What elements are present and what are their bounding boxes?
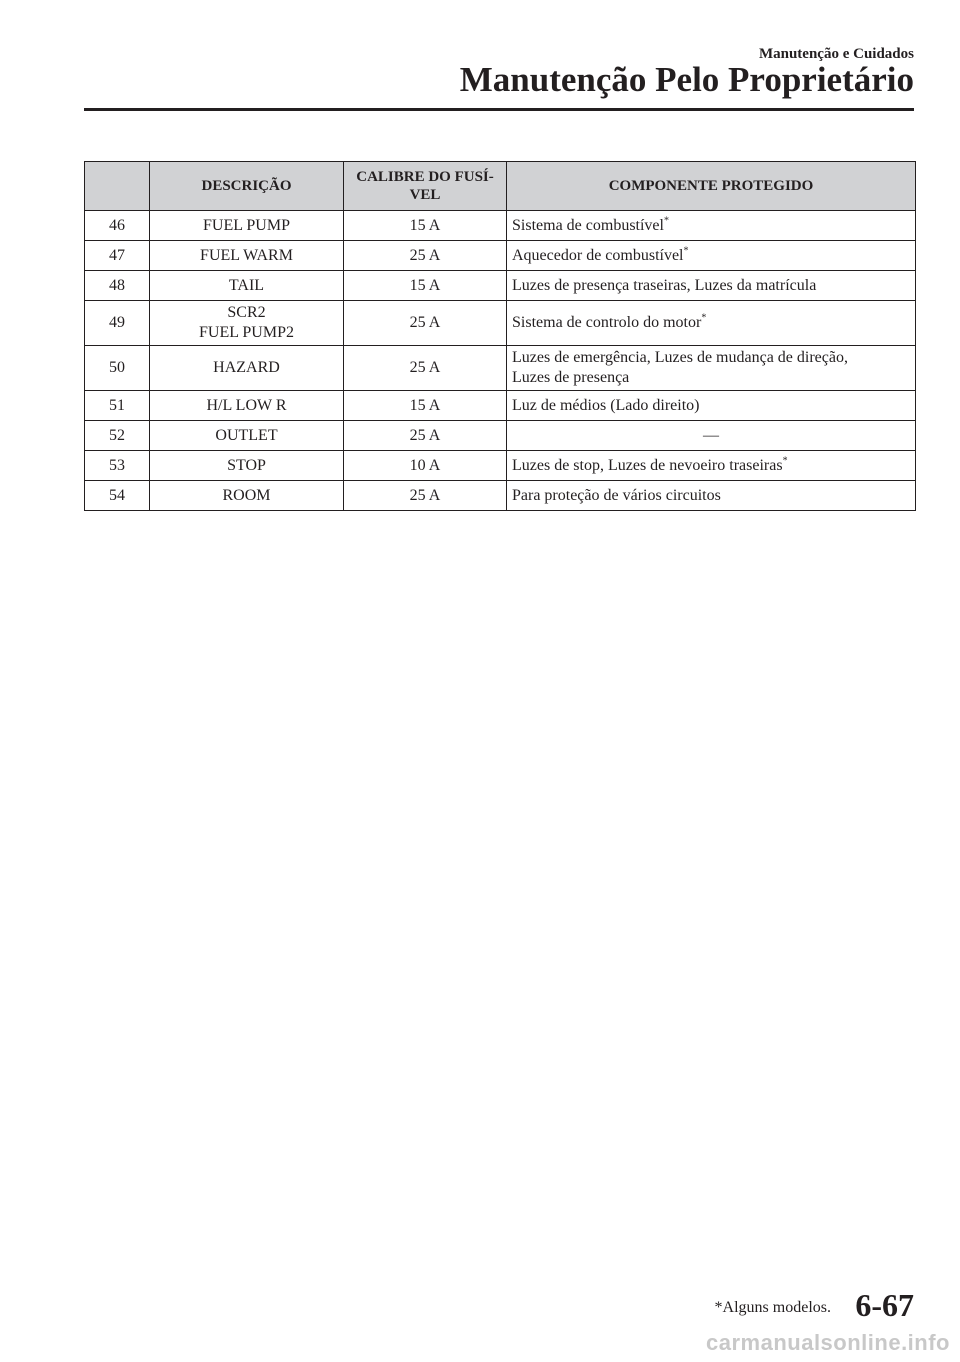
- protected-component-text: Para proteção de vários circuitos: [512, 486, 721, 504]
- fuse-description: SCR2 FUEL PUMP2: [150, 301, 344, 346]
- watermark: carmanualsonline.info: [706, 1330, 950, 1355]
- fuse-table-body: [85, 211, 916, 511]
- fuse-rating: 25 A: [344, 241, 507, 271]
- table-header-row: [85, 162, 916, 211]
- protected-component: [507, 271, 916, 301]
- table-row: [85, 301, 916, 346]
- fuse-description: STOP: [150, 451, 344, 481]
- protected-component: [507, 301, 916, 346]
- fuse-rating: 25 A: [344, 301, 507, 346]
- table-row: [85, 271, 916, 301]
- fuse-number: 54: [85, 481, 150, 511]
- fuse-number: 48: [85, 271, 150, 301]
- page-title: Manutenção Pelo Proprietário: [459, 60, 914, 99]
- protected-component: [507, 451, 916, 481]
- fuse-description: HAZARD: [150, 346, 344, 391]
- fuse-number: 47: [85, 241, 150, 271]
- fuse-rating: 10 A: [344, 451, 507, 481]
- protected-component-text: Sistema de controlo do motor: [512, 314, 702, 331]
- fuse-rating: 15 A: [344, 391, 507, 421]
- footnote-marker: *: [683, 245, 689, 257]
- header-protected-component: COMPONENTE PROTEGIDO: [507, 162, 916, 211]
- fuse-number: 53: [85, 451, 150, 481]
- table-row: [85, 421, 916, 451]
- protected-component: [507, 481, 916, 511]
- fuse-description: FUEL PUMP: [150, 211, 344, 241]
- protected-component-text: Luzes de emergência, Luzes de mudança de direção, Luzes de presença: [512, 349, 848, 386]
- fuse-description: FUEL WARM: [150, 241, 344, 271]
- table-row: [85, 481, 916, 511]
- header-rule: [84, 108, 914, 111]
- protected-component: [507, 421, 916, 451]
- fuse-number: 49: [85, 301, 150, 346]
- table-row: [85, 346, 916, 391]
- protected-component-text: Luzes de presença traseiras, Luzes da matrícula: [512, 276, 817, 294]
- fuse-description: TAIL: [150, 271, 344, 301]
- footnote-marker: *: [663, 215, 669, 227]
- protected-component-text: Luz de médios (Lado direito): [512, 396, 700, 414]
- header-number: [85, 162, 150, 211]
- header-description: DESCRIÇÃO: [150, 162, 344, 211]
- header-fuse-rating: [344, 162, 507, 211]
- protected-component: [507, 391, 916, 421]
- fuse-rating: 25 A: [344, 346, 507, 391]
- fuse-table: [84, 161, 916, 511]
- footnote-marker: *: [701, 312, 707, 324]
- protected-component-text: Luzes de stop, Luzes de nevoeiro traseiras: [512, 456, 783, 474]
- protected-component-text: —: [703, 426, 719, 444]
- fuse-rating: 25 A: [344, 421, 507, 451]
- fuse-rating: 25 A: [344, 481, 507, 511]
- fuse-description: ROOM: [150, 481, 344, 511]
- protected-component: [507, 346, 916, 391]
- fuse-rating: 15 A: [344, 211, 507, 241]
- protected-component: [507, 241, 916, 271]
- table-row: [85, 391, 916, 421]
- fuse-number: 50: [85, 346, 150, 391]
- protected-component-text: Sistema de combustível: [512, 216, 664, 234]
- fuse-number: 52: [85, 421, 150, 451]
- page-number: 6-67: [855, 1287, 914, 1323]
- footnote-marker: *: [782, 455, 788, 467]
- fuse-number: 51: [85, 391, 150, 421]
- header-fuse-rating-label: CALIBRE DO FUSÍ- VEL: [356, 169, 494, 203]
- protected-component-text: Aquecedor de combustível: [512, 246, 684, 264]
- table-row: [85, 451, 916, 481]
- fuse-description: H/L LOW R: [150, 391, 344, 421]
- footnote: *Alguns modelos.: [714, 1299, 831, 1316]
- fuse-description: OUTLET: [150, 421, 344, 451]
- protected-component: [507, 211, 916, 241]
- table-row: [85, 211, 916, 241]
- section-label: Manutenção e Cuidados: [758, 46, 914, 62]
- fuse-number: 46: [85, 211, 150, 241]
- fuse-rating: 15 A: [344, 271, 507, 301]
- table-row: [85, 241, 916, 271]
